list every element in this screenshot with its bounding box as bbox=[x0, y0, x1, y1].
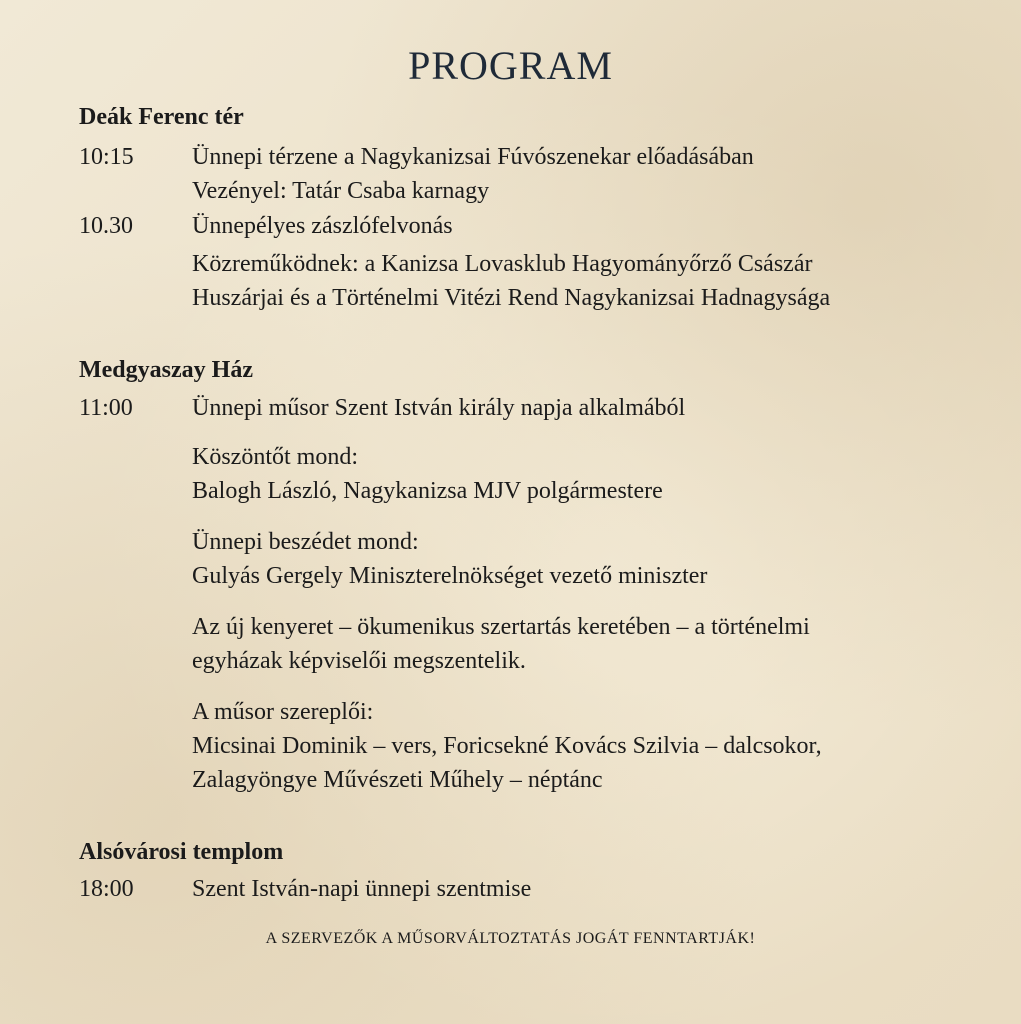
event-line: Ünnepélyes zászlófelvonás bbox=[192, 213, 453, 239]
event-line: Gulyás Gergely Miniszterelnökséget vezető miniszter bbox=[192, 563, 708, 589]
event-line: Ünnepi műsor Szent István király napja alkalmából bbox=[192, 395, 686, 421]
venue-heading: Alsóvárosi templom bbox=[79, 839, 284, 865]
event-line: Közreműködnek: a Kanizsa Lovasklub Hagyományőrző Császár bbox=[192, 251, 813, 277]
event-line: Balogh László, Nagykanizsa MJV polgármestere bbox=[192, 478, 663, 504]
event-time: 10:15 bbox=[79, 144, 134, 170]
event-time: 10.30 bbox=[79, 213, 133, 239]
event-line: Huszárjai és a Történelmi Vitézi Rend Nagykanizsai Hadnagysága bbox=[192, 285, 831, 311]
footer-note: A SZERVEZŐK A MŰSORVÁLTOZTATÁS JOGÁT FENNTARTJÁK! bbox=[265, 930, 756, 947]
venue-heading: Deák Ferenc tér bbox=[79, 104, 244, 130]
event-line: egyházak képviselői megszentelik. bbox=[192, 648, 526, 674]
event-line: Ünnepi térzene a Nagykanizsai Fúvószenekar előadásában bbox=[192, 144, 754, 170]
event-line: Vezényel: Tatár Csaba karnagy bbox=[192, 178, 490, 204]
page-title: PROGRAM bbox=[408, 43, 613, 88]
event-line: Köszöntőt mond: bbox=[192, 444, 358, 470]
event-line: Ünnepi beszédet mond: bbox=[192, 529, 419, 555]
event-line: Az új kenyeret – ökumenikus szertartás keretében – a történelmi bbox=[192, 614, 810, 640]
event-time: 18:00 bbox=[79, 876, 134, 902]
venue-heading: Medgyaszay Ház bbox=[79, 357, 253, 383]
event-line: Szent István-napi ünnepi szentmise bbox=[192, 876, 532, 902]
event-time: 11:00 bbox=[79, 395, 133, 421]
event-line: Micsinai Dominik – vers, Foricsekné Kovács Szilvia – dalcsokor, bbox=[192, 733, 822, 759]
event-line: Zalagyöngye Művészeti Műhely – néptánc bbox=[192, 767, 603, 793]
event-line: A műsor szereplői: bbox=[192, 699, 374, 725]
